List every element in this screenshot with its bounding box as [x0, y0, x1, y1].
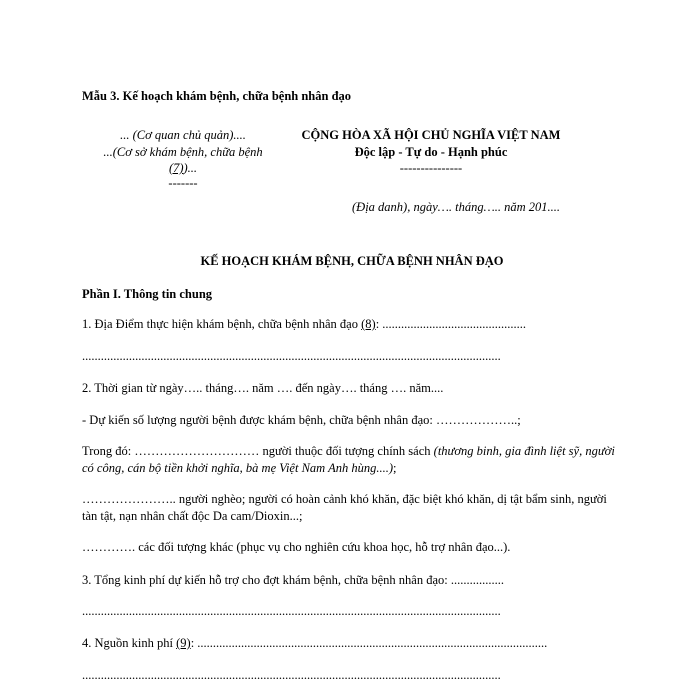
item1-continuation: ...................................................................................................................................... [82, 349, 501, 363]
item2-policy-end: ; [393, 461, 397, 475]
item1-location [82, 317, 526, 332]
facility-ref-tail: )... [183, 161, 198, 175]
national-title: CỘNG HÒA XÃ HỘI CHỦ NGHĨA VIỆT NAM [301, 128, 561, 142]
item2-other-line: …………. các đối tượng khác (phục vụ cho nghiên cứu khoa học, hỗ trợ nhân đạo...). [82, 540, 511, 554]
form-title: Mẫu 3. Kế hoạch khám bệnh, chữa bệnh nhân đạo [82, 89, 352, 103]
item2-time-range: 2. Thời gian từ ngày….. tháng…. năm …. đến ngày…. tháng …. năm.... [82, 381, 444, 395]
item4-continuation: ...................................................................................................................................... [82, 668, 501, 682]
item2-policy-paragraph [82, 443, 622, 477]
item2-policy-detail: (thương binh, gia đình liệt sỹ, người có công, cán bộ tiền khởi nghĩa, bà mẹ Việt Nam Anh hùng....) [82, 444, 615, 475]
part1-heading: Phần I. Thông tin chung [82, 287, 213, 301]
item2-estimate: - Dự kiến số lượng người bệnh được khám bệnh, chữa bệnh nhân đạo: ………………..; [82, 413, 521, 427]
item3-continuation: ...................................................................................................................................... [82, 604, 501, 618]
item1-ref-note: (8) [361, 317, 376, 331]
item4-funding [82, 636, 547, 651]
item1-blank: : .............................................. [375, 317, 527, 331]
item4-blank: : ................................................................................................................ [190, 636, 548, 650]
item1-label: 1. Địa Điểm thực hiện khám bệnh, chữa bệnh nhân đạo [82, 317, 362, 331]
left-header-divider: ------- [168, 176, 198, 190]
national-motto: Độc lập - Tự do - Hạnh phúc [354, 145, 508, 159]
facility-line: ...(Cơ sở khám bệnh, chữa bệnh [103, 145, 263, 159]
document-title: KẾ HOẠCH KHÁM BỆNH, CHỮA BỆNH NHÂN ĐẠO [200, 254, 504, 268]
facility-line-ref [88, 161, 278, 176]
item3-budget: 3. Tổng kinh phí dự kiến hỗ trợ cho đợt khám bệnh, chữa bệnh nhân đạo: ................. [82, 573, 504, 587]
governing-agency-line: ... (Cơ quan chủ quản).... [120, 128, 246, 142]
right-header-divider: --------------- [399, 161, 463, 175]
place-date-line: (Địa danh), ngày…. tháng….. năm 201.... [352, 200, 560, 214]
item2-poor-paragraph: ………………….. người nghèo; người có hoàn cảnh khó khăn, đặc biệt khó khăn, dị tật bẩm sinh, người tàn tật, nạn nhân chất độc Da cam/Dioxin...; [82, 492, 607, 523]
item2-policy-label: Trong đó: ………………………… người thuộc đối tượng chính sách [82, 444, 434, 458]
facility-ref-note: (7) [168, 161, 184, 175]
item4-label: 4. Nguồn kinh phí [82, 636, 177, 650]
item4-ref-note: (9) [176, 636, 191, 650]
